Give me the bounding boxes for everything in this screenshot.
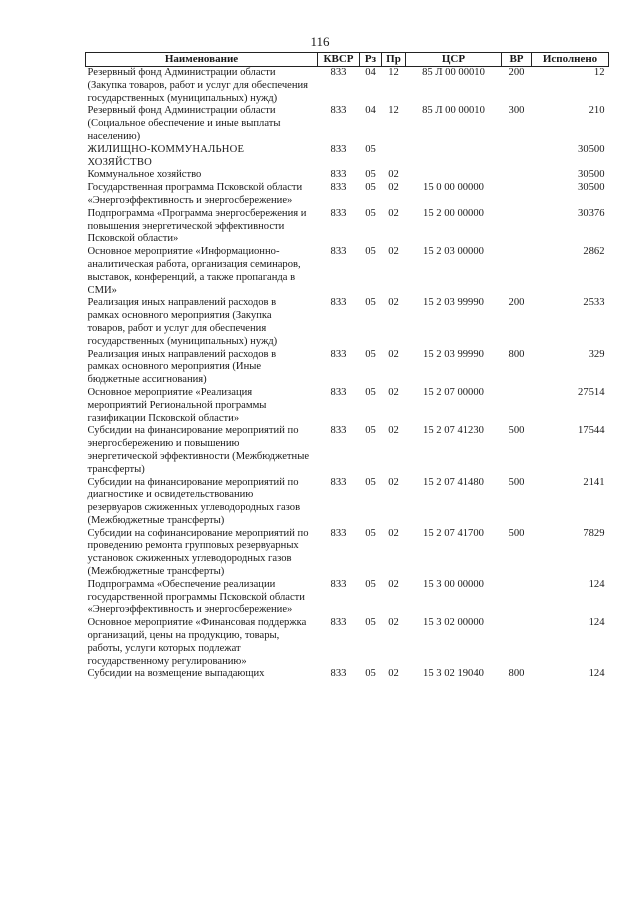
- row-csr: 15 3 00 00000: [423, 578, 484, 590]
- table-row: [86, 349, 609, 387]
- table-body: [86, 67, 609, 682]
- row-vr: 800: [508, 348, 525, 360]
- row-rz: 05: [365, 169, 376, 181]
- row-isp: 30500: [578, 143, 605, 155]
- row-vr: 500: [508, 476, 525, 488]
- row-pr: 02: [388, 476, 399, 488]
- row-name: Государственная программа Псковской области «Энергоэффективность и энергосбережение»: [87, 182, 303, 206]
- row-rz: 05: [365, 246, 376, 258]
- row-name: ЖИЛИЩНО-КОММУНАЛЬНОЕ ХОЗЯЙСТВО: [87, 143, 245, 168]
- row-vr: [502, 579, 532, 617]
- page-number: 116: [310, 34, 330, 49]
- row-vr: [502, 208, 532, 246]
- row-name: Субсидии на софинансирование мероприятий по проведению ремонта групповых резервуарных установок сжиженных углеводородных газов (Межбюджетные трансферты): [87, 527, 309, 578]
- row-kvsr: 833: [330, 476, 347, 488]
- table-row: [86, 668, 609, 681]
- row-pr: 02: [388, 348, 399, 360]
- row-csr: 15 2 07 00000: [423, 386, 484, 398]
- row-kvsr: 833: [330, 527, 347, 539]
- row-rz: 04: [365, 105, 376, 117]
- row-vr: 200: [508, 67, 525, 78]
- row-kvsr: 833: [330, 169, 347, 181]
- table-row: [86, 208, 609, 246]
- row-kvsr: 833: [330, 182, 347, 194]
- row-isp: 7829: [583, 527, 605, 539]
- row-name: Реализация иных направлений расходов в рамках основного мероприятия (Закупка товаров, работ и услуг для обеспечения государственных (муниципальных) нужд): [87, 297, 278, 347]
- row-rz: 04: [365, 67, 376, 78]
- row-csr: 15 3 02 00000: [423, 617, 484, 629]
- table-row: [86, 297, 609, 348]
- row-pr: [382, 144, 406, 170]
- row-vr: [502, 144, 532, 170]
- row-vr: [502, 169, 532, 182]
- row-kvsr: 833: [330, 105, 347, 117]
- row-isp: 124: [588, 668, 605, 680]
- row-kvsr: 833: [330, 207, 347, 219]
- row-vr: [502, 246, 532, 297]
- header-csr: ЦСР: [406, 53, 502, 67]
- row-isp: 2862: [583, 246, 605, 258]
- row-name: Субсидии на возмещение выпадающих: [87, 668, 265, 680]
- table-row: [86, 387, 609, 425]
- row-name: Резервный фонд Администрации области (Социальное обеспечение и иные выплаты населению): [87, 105, 281, 142]
- row-kvsr: 833: [330, 246, 347, 258]
- row-pr: 02: [388, 386, 399, 398]
- row-pr: 02: [388, 169, 399, 181]
- row-kvsr: 833: [330, 617, 347, 629]
- row-kvsr: 833: [330, 425, 347, 437]
- row-isp: 210: [588, 105, 605, 117]
- row-isp: 329: [588, 348, 605, 360]
- row-csr: 85 Л 00 00010: [422, 105, 485, 117]
- row-isp: 27514: [578, 386, 605, 398]
- row-rz: 05: [365, 348, 376, 360]
- row-rz: 05: [365, 527, 376, 539]
- row-vr: 300: [508, 105, 525, 117]
- row-csr: [406, 169, 502, 182]
- row-name: Субсидии на финансирование мероприятий по энергосбережению и повышению энергетической эффективности (Межбюджетные трансферты): [87, 425, 310, 475]
- row-kvsr: 833: [330, 348, 347, 360]
- row-name: Основное мероприятие «Информационно-аналитическая работа, организация семинаров, выставок, конференций, а также пропаганда в СМИ»: [87, 246, 301, 296]
- table-row: [86, 617, 609, 668]
- row-name: Коммунальное хозяйство: [87, 169, 202, 181]
- row-csr: 15 2 00 00000: [423, 207, 484, 219]
- budget-table-container: [85, 52, 608, 681]
- row-csr: 15 2 03 99990: [423, 348, 484, 360]
- header-rz: Рз: [360, 53, 382, 67]
- row-csr: 15 2 07 41230: [423, 425, 484, 437]
- row-vr: [502, 387, 532, 425]
- row-pr: 12: [388, 67, 399, 78]
- row-vr: 500: [508, 527, 525, 539]
- row-rz: 05: [365, 425, 376, 437]
- row-name: Основное мероприятие «Реализация мероприятий Региональной программы газификации Псковской области»: [87, 386, 267, 424]
- row-pr: 02: [388, 297, 399, 309]
- row-csr: 15 3 02 19040: [423, 668, 484, 680]
- table-row: [86, 528, 609, 579]
- row-csr: 15 2 07 41700: [423, 527, 484, 539]
- header-isp: Исполнено: [532, 53, 609, 67]
- row-pr: 12: [388, 105, 399, 117]
- table-row: [86, 425, 609, 476]
- row-name: Субсидии на финансирование мероприятий по диагностике и освидетельствованию резервуаров сжиженных углеводородных газов (Межбюджетные трансферты): [87, 476, 301, 526]
- row-vr: [502, 182, 532, 208]
- row-vr: [502, 617, 532, 668]
- row-csr: 15 2 03 00000: [423, 246, 484, 258]
- table-row: [86, 246, 609, 297]
- row-csr: [406, 144, 502, 170]
- row-isp: 30376: [578, 207, 605, 219]
- row-csr: 85 Л 00 00010: [422, 67, 485, 78]
- row-kvsr: 833: [330, 297, 347, 309]
- row-rz: 05: [365, 668, 376, 680]
- table-row: [86, 67, 609, 106]
- row-csr: 15 2 07 41480: [423, 476, 484, 488]
- row-kvsr: 833: [330, 143, 347, 155]
- row-isp: 124: [588, 578, 605, 590]
- table-row: [86, 182, 609, 208]
- row-rz: 05: [365, 143, 376, 155]
- row-rz: 05: [365, 182, 376, 194]
- row-name: Резервный фонд Администрации области (Закупка товаров, работ и услуг для обеспечения государственных (муниципальных) нужд): [87, 67, 309, 104]
- row-kvsr: 833: [330, 578, 347, 590]
- row-name: Подпрограмма «Программа энергосбережения и повышения энергетической эффективности Псковской области»: [87, 207, 307, 245]
- row-kvsr: 833: [330, 668, 347, 680]
- row-name: Основное мероприятие «Финансовая поддержка организаций, цены на продукцию, товары, работы, услуги которых подлежат государственному регулированию»: [87, 617, 307, 667]
- row-rz: 05: [365, 578, 376, 590]
- row-rz: 05: [365, 386, 376, 398]
- table-row: [86, 579, 609, 617]
- row-rz: 05: [365, 476, 376, 488]
- row-pr: 02: [388, 527, 399, 539]
- row-vr: 500: [508, 425, 525, 437]
- row-pr: 02: [388, 617, 399, 629]
- row-csr: 15 0 00 00000: [423, 182, 484, 194]
- header-pr: Пр: [382, 53, 406, 67]
- table-row: [86, 144, 609, 170]
- row-pr: 02: [388, 207, 399, 219]
- row-vr: 200: [508, 297, 525, 309]
- row-kvsr: 833: [330, 67, 347, 78]
- row-rz: 05: [365, 297, 376, 309]
- row-pr: 02: [388, 578, 399, 590]
- row-kvsr: 833: [330, 386, 347, 398]
- header-vr: ВР: [502, 53, 532, 67]
- row-isp: 17544: [578, 425, 605, 437]
- row-isp: 12: [593, 67, 605, 78]
- row-name: Подпрограмма «Обеспечение реализации государственной программы Псковской области «Энергоэффективность и энергосбережение»: [87, 578, 305, 616]
- row-csr: 15 2 03 99990: [423, 297, 484, 309]
- row-pr: 02: [388, 425, 399, 437]
- table-row: [86, 477, 609, 528]
- table-header-row: [86, 53, 609, 67]
- table-row: [86, 169, 609, 182]
- table-row: [86, 105, 609, 143]
- row-vr: 800: [508, 668, 525, 680]
- row-rz: 05: [365, 617, 376, 629]
- header-kvsr: КВСР: [318, 53, 360, 67]
- row-isp: 30500: [578, 169, 605, 181]
- row-rz: 05: [365, 207, 376, 219]
- header-name: Наименование: [86, 53, 318, 67]
- row-isp: 124: [588, 617, 605, 629]
- row-pr: 02: [388, 246, 399, 258]
- row-isp: 2533: [583, 297, 605, 309]
- row-pr: 02: [388, 668, 399, 680]
- row-isp: 30500: [578, 182, 605, 194]
- row-pr: 02: [388, 182, 399, 194]
- row-name: Реализация иных направлений расходов в рамках основного мероприятия (Иные бюджетные ассигнования): [87, 348, 277, 386]
- row-isp: 2141: [583, 476, 605, 488]
- budget-table: [85, 52, 609, 681]
